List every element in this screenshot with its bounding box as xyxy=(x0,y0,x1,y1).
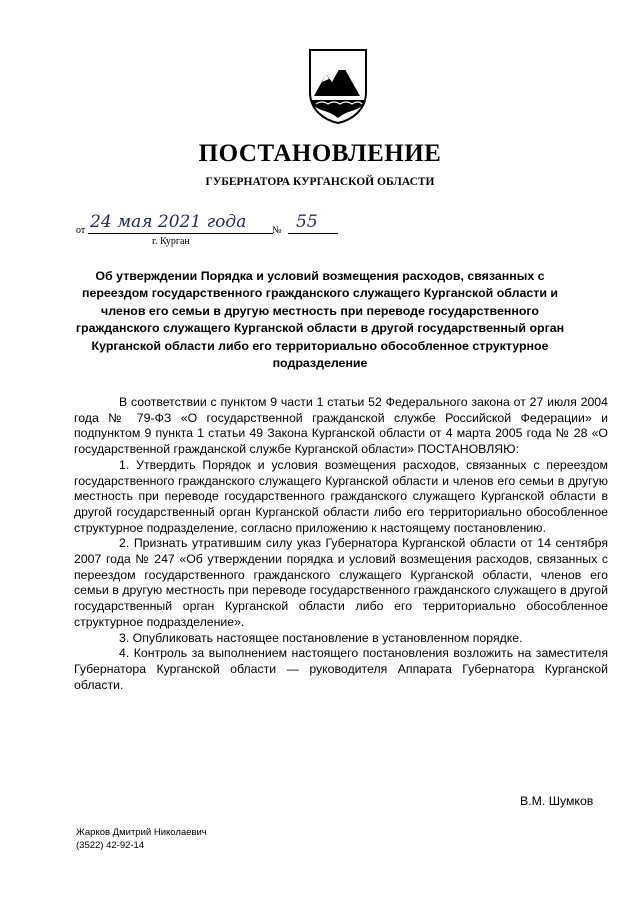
paragraph-item-3: 3. Опубликовать настоящее постановление в установленном порядке. xyxy=(119,630,523,645)
handwritten-date: 24 мая 2021 года xyxy=(90,212,247,232)
paragraph-item-2: 2. Признать утратившим силу указ Губернатора Курганской области от 14 сентября 2007 года № 247 «Об утверждении порядка и условий возмещения расходов, связанных с переездом государственного гражданского служащего Курганской области, членов его семьи в другую местность при переводе государственного гражданского служащего в другой государственный орган Курганской области либо его территориально обособленное структурное подразделение». xyxy=(74,536,608,629)
document-subtitle: ГУБЕРНАТОРА КУРГАНСКОЙ ОБЛАСТИ xyxy=(205,176,435,188)
document-heading: Об утверждении Порядка и условий возмещения расходов, связанных с переездом государственного гражданского служащего Курганской области и членов его семьи в другую местность при переводе государственного гражданского служащего Курганской области в другой государственный орган Курганской области либо его территориально обособленное структурное подразделение xyxy=(75,269,565,371)
coat-of-arms-icon xyxy=(308,48,368,124)
contact-phone: (3522) 42-92-14 xyxy=(76,840,145,851)
document-title: ПОСТАНОВЛЕНИЕ xyxy=(198,140,442,167)
number-underline xyxy=(288,233,338,234)
number-prefix: № xyxy=(272,225,282,236)
paragraph-item-4: 4. Контроль за выполнением настоящего постановления возложить на заместителя Губернатора Курганской области — руководителя Аппарата Губернатора Курганской области. xyxy=(74,646,608,692)
contact-name: Жарков Дмитрий Николаевич xyxy=(76,827,207,838)
signatory-name: В.М. Шумков xyxy=(520,794,594,808)
date-prefix: от xyxy=(76,225,86,236)
paragraph-item-1: 1. Утвердить Порядок и условия возмещения расходов, связанных с переездом государственного гражданского служащего Курганской области и членов его семьи в другую местность при переводе государственного гражданского служащего Курганской области в другой государственный орган Курганской области либо его территориально обособленное структурное подразделение, согласно приложению к настоящему постановлению. xyxy=(74,457,608,535)
document-body xyxy=(74,395,608,693)
handwritten-number: 55 xyxy=(296,212,318,232)
paragraph-preamble: В соответствии с пунктом 9 части 1 статьи 52 Федерального закона от 27 июля 2004 года № 79-ФЗ «О государственной гражданской службе Российской Федерации» и подпунктом 9 пункта 1 статьи 49 Закона Курганской области от 4 марта 2005 года № 28 «О государственной гражданской службе Курганской области» ПОСТАНОВЛЯЮ: xyxy=(74,395,608,457)
city-label: г. Курган xyxy=(152,236,190,247)
contact-block xyxy=(76,826,207,852)
date-underline xyxy=(88,233,273,234)
